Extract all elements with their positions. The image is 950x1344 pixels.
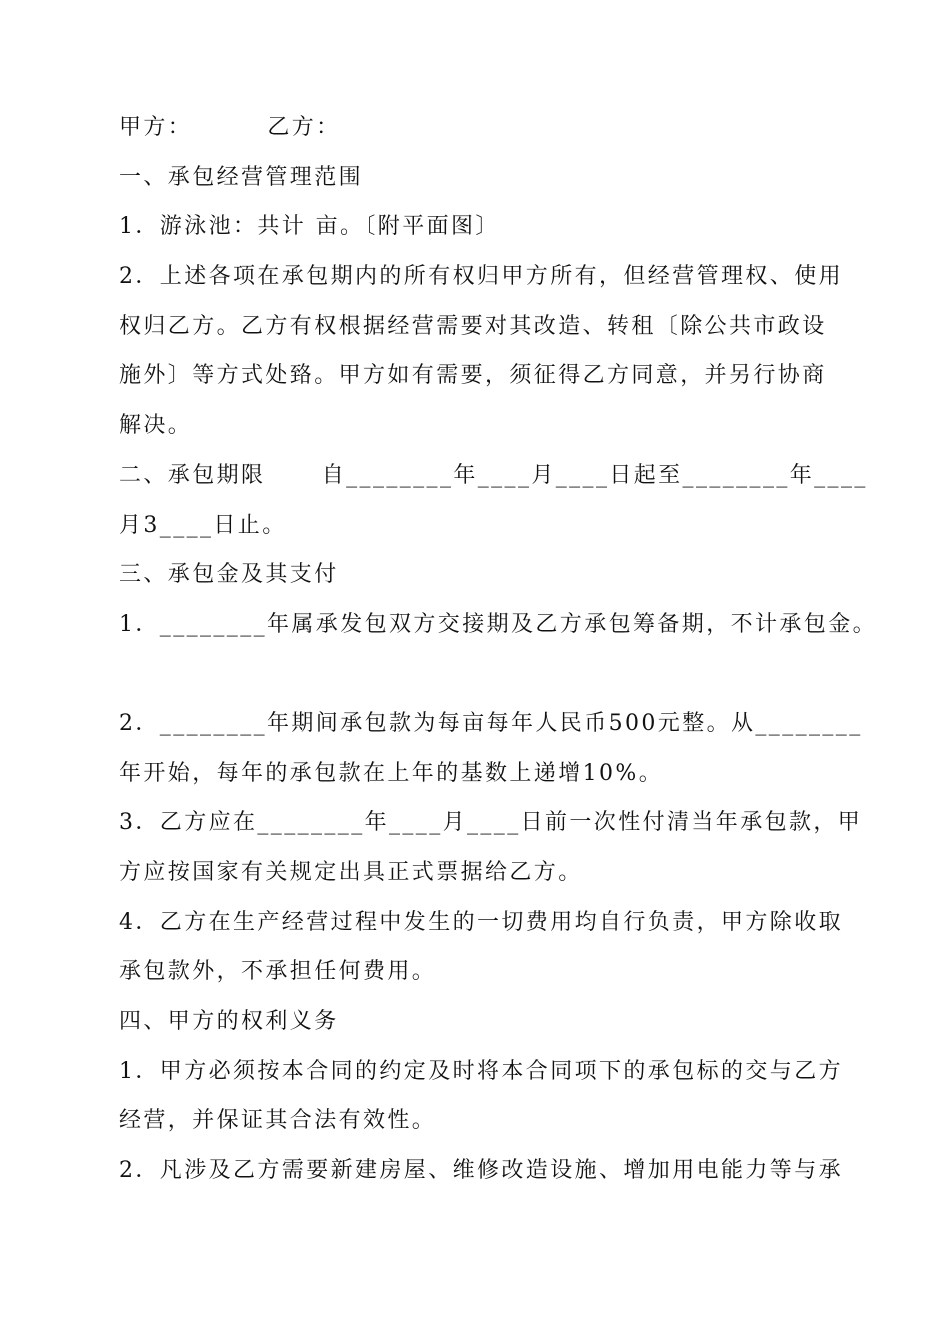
section-heading-4: 四、甲方的权利义务 — [119, 1009, 339, 1034]
clause-3-1: 1．________年属承发包双方交接期及乙方承包筹备期，不计承包金。 — [119, 612, 877, 637]
clause-4-2-line-1: 2．凡涉及乙方需要新建房屋、维修改造设施、增加用电能力等与承 — [119, 1158, 843, 1183]
clause-1-2-line-4: 解决。 — [119, 413, 193, 438]
clause-3-2-line-2: 年开始，每年的承包款在上年的基数上递增10%。 — [119, 761, 664, 786]
section-heading-3: 三、承包金及其支付 — [119, 562, 339, 587]
clause-1-2-line-1: 2．上述各项在承包期内的所有权归甲方所有，但经营管理权、使用 — [119, 264, 843, 289]
clause-1-1: 1．游泳池：共计 亩。〔附平面图〕 — [119, 214, 500, 239]
section-heading-2: 二、承包期限 自________年____月____日起至________年____ — [119, 463, 868, 488]
clause-1-2-line-3: 施外〕等方式处臵。甲方如有需要，须征得乙方同意，并另行协商 — [119, 363, 827, 388]
party-line: 甲方： 乙方： — [119, 115, 341, 140]
clause-1-2-line-2: 权归乙方。乙方有权根据经营需要对其改造、转租〔除公共市政设 — [119, 314, 827, 339]
term-end-line: 月3____日止。 — [119, 513, 287, 538]
clause-3-2-line-1: 2．________年期间承包款为每亩每年人民币500元整。从________ — [119, 711, 863, 736]
clause-3-4-line-2: 承包款外，不承担任何费用。 — [119, 959, 437, 984]
section-heading-1: 一、承包经营管理范围 — [119, 165, 364, 190]
clause-4-1-line-1: 1．甲方必须按本合同的约定及时将本合同项下的承包标的交与乙方 — [119, 1059, 843, 1084]
clause-3-4-line-1: 4．乙方在生产经营过程中发生的一切费用均自行负责，甲方除收取 — [119, 910, 843, 935]
clause-3-3-line-1: 3．乙方应在________年____月____日前一次性付清当年承包款，甲 — [119, 810, 863, 835]
clause-4-1-line-2: 经营，并保证其合法有效性。 — [119, 1108, 437, 1133]
clause-3-3-line-2: 方应按国家有关规定出具正式票据给乙方。 — [119, 860, 583, 885]
